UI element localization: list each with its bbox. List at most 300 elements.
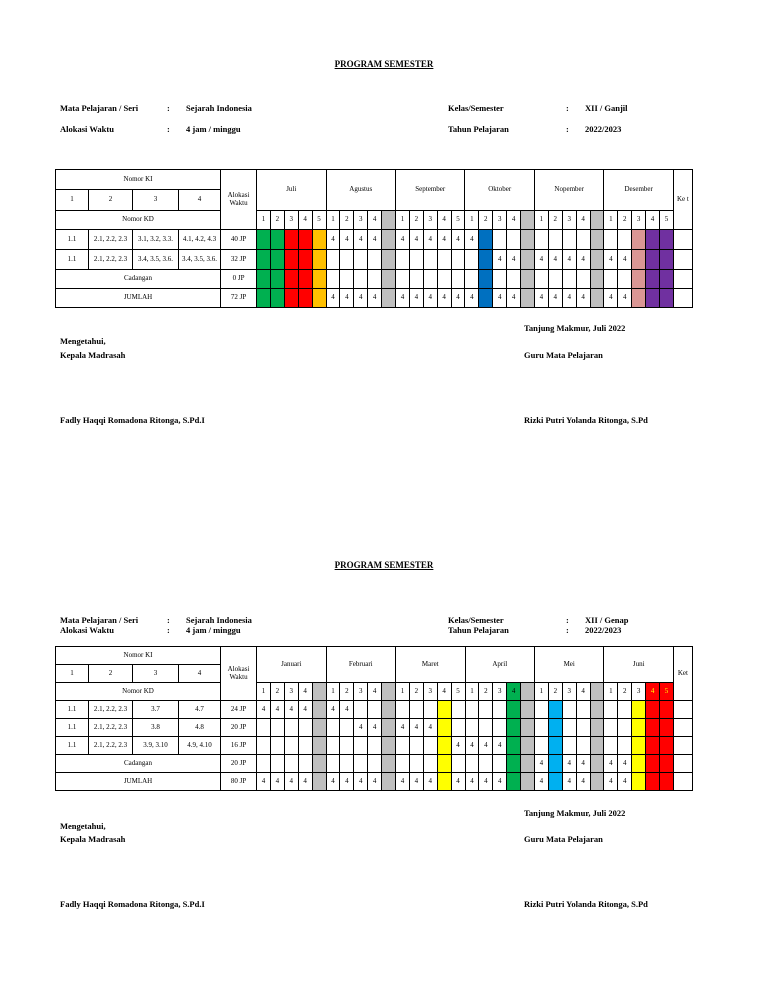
schedule-cell (534, 719, 548, 737)
schedule-cell: 4 (396, 773, 410, 791)
alokasi-label: Alokasi Waktu (60, 625, 114, 635)
week-header: 2 (340, 683, 354, 701)
schedule-cell (257, 270, 271, 289)
tahun-label: Tahun Pelajaran (448, 124, 509, 134)
schedule-cell (646, 230, 660, 250)
week-header: 2 (409, 211, 423, 230)
schedule-cell (298, 737, 312, 755)
month-header: Januari (257, 647, 327, 683)
month-header: Oktober (465, 170, 535, 211)
ket-cell (673, 701, 692, 719)
schedule-cell (451, 719, 465, 737)
jp-cell: 80 JP (221, 773, 257, 791)
schedule-cell (340, 270, 354, 289)
month-header: Maret (396, 647, 466, 683)
month-header: September (396, 170, 465, 211)
schedule-cell: 4 (354, 230, 368, 250)
schedule-cell (507, 270, 521, 289)
week-header: 4 (576, 211, 590, 230)
week-header (590, 211, 604, 230)
schedule-cell (270, 755, 284, 773)
schedule-cell (437, 701, 451, 719)
schedule-cell (521, 701, 535, 719)
week-header: 2 (618, 683, 632, 701)
kd-cell: 4.7 (179, 701, 221, 719)
schedule-cell (479, 250, 493, 270)
schedule-cell: 4 (396, 230, 410, 250)
week-header: 4 (646, 683, 660, 701)
schedule-cell (354, 270, 368, 289)
schedule-cell (326, 755, 340, 773)
week-header: 2 (270, 211, 284, 230)
kd-cell: 1.1 (56, 230, 89, 250)
schedule-cell (493, 701, 507, 719)
schedule-cell (660, 755, 674, 773)
schedule-cell: 4 (618, 755, 632, 773)
schedule-cell (437, 755, 451, 773)
schedule-cell (590, 719, 604, 737)
schedule-cell (437, 719, 451, 737)
schedule-cell: 4 (507, 250, 521, 270)
schedule-cell: 4 (423, 719, 437, 737)
week-header: 2 (340, 211, 354, 230)
week-header: 3 (284, 211, 298, 230)
kepala-name: Fadly Haqqi Romadona Ritonga, S.Pd.I (60, 899, 205, 909)
schedule-cell (437, 737, 451, 755)
table-row (56, 683, 693, 701)
schedule-cell (409, 701, 423, 719)
schedule-cell (604, 719, 618, 737)
schedule-cell (354, 737, 368, 755)
schedule-cell: 4 (257, 701, 271, 719)
schedule-cell (562, 737, 576, 755)
schedule-cell: 4 (354, 719, 368, 737)
schedule-cell (479, 289, 493, 308)
schedule-cell: 4 (604, 773, 618, 791)
schedule-cell: 4 (326, 289, 340, 308)
kepala-name: Fadly Haqqi Romadona Ritonga, S.Pd.I (60, 415, 205, 425)
alokasi-header: Alokasi Waktu (221, 647, 257, 701)
schedule-cell (590, 755, 604, 773)
kelas-label: Kelas/Semester (448, 615, 504, 625)
schedule-cell: 4 (340, 701, 354, 719)
schedule-cell (646, 755, 660, 773)
week-header: 2 (548, 211, 562, 230)
ket-header: Ke t (673, 170, 692, 230)
schedule-cell: 4 (409, 289, 423, 308)
schedule-cell (368, 755, 382, 773)
mengetahui-label: Mengetahui, (60, 821, 106, 831)
schedule-cell (465, 250, 479, 270)
schedule-cell (465, 701, 479, 719)
schedule-cell (646, 737, 660, 755)
semester-schedule-table (55, 169, 693, 308)
schedule-cell: 4 (576, 250, 590, 270)
colon: : (566, 625, 569, 635)
week-header: 4 (298, 683, 312, 701)
schedule-cell: 4 (451, 737, 465, 755)
week-header: 5 (660, 683, 674, 701)
mapel-label: Mata Pelajaran / Seri (60, 615, 139, 625)
schedule-cell (270, 289, 284, 308)
schedule-cell: 4 (576, 289, 590, 308)
week-header: 5 (659, 211, 673, 230)
schedule-cell (548, 773, 562, 791)
schedule-cell (409, 270, 423, 289)
schedule-cell: 4 (423, 289, 437, 308)
week-header: 3 (632, 683, 646, 701)
schedule-cell (298, 755, 312, 773)
schedule-cell (562, 270, 576, 289)
schedule-cell (382, 250, 396, 270)
month-header: April (465, 647, 534, 683)
schedule-cell (312, 737, 326, 755)
week-header (382, 683, 396, 701)
week-header: 1 (326, 211, 340, 230)
schedule-cell (576, 230, 590, 250)
schedule-cell (382, 701, 396, 719)
schedule-cell (590, 773, 604, 791)
schedule-cell (548, 230, 562, 250)
jp-cell: 0 JP (221, 270, 257, 289)
schedule-cell: 4 (604, 289, 618, 308)
schedule-cell (451, 250, 465, 270)
schedule-cell (618, 719, 632, 737)
schedule-cell (312, 230, 326, 250)
mapel-label: Mata Pelajaran / Seri (60, 103, 139, 113)
kd-cell: 1.1 (56, 719, 89, 737)
schedule-cell (576, 270, 590, 289)
schedule-cell: 4 (451, 773, 465, 791)
schedule-cell (521, 289, 535, 308)
schedule-cell: 4 (409, 230, 423, 250)
guru-label: Guru Mata Pelajaran (524, 834, 603, 844)
schedule-cell: 4 (465, 289, 479, 308)
schedule-cell: 4 (562, 250, 576, 270)
week-header: 4 (507, 683, 521, 701)
schedule-cell (632, 773, 646, 791)
schedule-cell (423, 250, 437, 270)
schedule-cell (312, 701, 326, 719)
schedule-cell (548, 755, 562, 773)
tahun-value: 2022/2023 (585, 625, 622, 635)
schedule-cell (632, 719, 646, 737)
schedule-cell (465, 270, 479, 289)
schedule-cell (507, 719, 521, 737)
schedule-cell: 4 (465, 737, 479, 755)
schedule-cell (646, 250, 660, 270)
schedule-cell (437, 250, 451, 270)
week-header: 2 (479, 683, 493, 701)
ki-col-header: 3 (133, 665, 179, 683)
schedule-cell (548, 719, 562, 737)
week-header: 1 (257, 211, 271, 230)
schedule-cell: 4 (340, 289, 354, 308)
kd-cell: 3.4, 3.5, 3.6. (179, 250, 221, 270)
schedule-cell (632, 230, 646, 250)
kd-cell: 3.1, 3.2, 3.3. (133, 230, 179, 250)
schedule-cell (354, 755, 368, 773)
schedule-cell: 4 (396, 289, 410, 308)
schedule-cell (354, 250, 368, 270)
schedule-cell (451, 755, 465, 773)
table-row (56, 230, 693, 250)
week-header: 2 (548, 683, 562, 701)
page-title: PROGRAM SEMESTER (334, 59, 434, 69)
schedule-cell: 4 (298, 773, 312, 791)
kd-cell: 3.8 (133, 719, 179, 737)
schedule-cell (479, 719, 493, 737)
schedule-cell (368, 250, 382, 270)
schedule-cell (340, 755, 354, 773)
schedule-cell (646, 270, 660, 289)
alokasi-label: Alokasi Waktu (60, 124, 114, 134)
ket-cell (673, 719, 692, 737)
schedule-cell (493, 719, 507, 737)
week-header: 5 (451, 211, 465, 230)
schedule-cell (521, 270, 535, 289)
schedule-cell (590, 701, 604, 719)
week-header: 1 (604, 211, 618, 230)
week-header (521, 211, 535, 230)
month-header: Nopember (534, 170, 603, 211)
schedule-cell: 4 (465, 773, 479, 791)
mapel-value: Sejarah Indonesia (186, 615, 252, 625)
schedule-cell: 4 (284, 773, 298, 791)
ki-col-header: 3 (133, 190, 179, 211)
schedule-cell (298, 230, 312, 250)
nomor-ki-header: Nomor KI (56, 170, 221, 190)
schedule-cell (604, 270, 618, 289)
schedule-cell (618, 230, 632, 250)
schedule-cell (298, 719, 312, 737)
schedule-cell (284, 270, 298, 289)
kd-cell: 4.8 (179, 719, 221, 737)
colon: : (167, 615, 170, 625)
schedule-cell (382, 755, 396, 773)
week-header: 3 (354, 211, 368, 230)
schedule-cell (270, 719, 284, 737)
schedule-cell: 4 (493, 289, 507, 308)
schedule-cell (382, 737, 396, 755)
schedule-cell: 4 (270, 773, 284, 791)
week-header: 1 (465, 211, 479, 230)
schedule-cell (284, 230, 298, 250)
schedule-cell (284, 737, 298, 755)
table-row (56, 719, 693, 737)
schedule-cell (326, 719, 340, 737)
schedule-cell (646, 773, 660, 791)
schedule-cell: 4 (493, 250, 507, 270)
week-header: 3 (632, 211, 646, 230)
schedule-cell (423, 755, 437, 773)
schedule-cell (437, 773, 451, 791)
guru-name: Rizki Putri Yolanda Ritonga, S.Pd (524, 415, 648, 425)
nomor-kd-header: Nomor KD (56, 683, 221, 701)
colon: : (566, 615, 569, 625)
schedule-cell (521, 737, 535, 755)
table-row (56, 737, 693, 755)
schedule-cell (590, 250, 604, 270)
schedule-cell: 4 (257, 773, 271, 791)
week-header: 4 (507, 211, 521, 230)
schedule-cell: 4 (493, 737, 507, 755)
schedule-cell (660, 719, 674, 737)
schedule-cell: 4 (368, 289, 382, 308)
schedule-cell (368, 270, 382, 289)
jumlah-label: JUMLAH (56, 773, 221, 791)
month-header: Desember (604, 170, 673, 211)
guru-label: Guru Mata Pelajaran (524, 350, 603, 360)
schedule-cell (632, 737, 646, 755)
schedule-cell: 4 (451, 289, 465, 308)
schedule-cell (618, 737, 632, 755)
schedule-cell (507, 773, 521, 791)
jp-cell: 24 JP (221, 701, 257, 719)
week-header: 4 (368, 683, 382, 701)
semester-schedule-table (55, 646, 693, 791)
ki-col-header: 1 (56, 665, 89, 683)
kd-cell: 1.1 (56, 701, 89, 719)
week-header (382, 211, 396, 230)
week-header: 1 (396, 683, 410, 701)
table-row (56, 701, 693, 719)
schedule-cell (270, 737, 284, 755)
schedule-cell (326, 250, 340, 270)
schedule-cell: 4 (534, 755, 548, 773)
week-header: 4 (298, 211, 312, 230)
kd-cell: 1.1 (56, 250, 89, 270)
kelas-label: Kelas/Semester (448, 103, 504, 113)
kd-cell: 2.1, 2.2, 2.3 (89, 737, 133, 755)
week-header (521, 683, 535, 701)
schedule-cell (479, 701, 493, 719)
month-header: Mei (534, 647, 603, 683)
week-header: 1 (604, 683, 618, 701)
table-row (56, 289, 693, 308)
cadangan-label: Cadangan (56, 755, 221, 773)
schedule-cell (409, 250, 423, 270)
schedule-cell: 4 (409, 719, 423, 737)
schedule-cell: 4 (562, 289, 576, 308)
schedule-cell (659, 270, 673, 289)
schedule-cell (576, 719, 590, 737)
schedule-cell: 4 (493, 773, 507, 791)
ket-cell (673, 773, 692, 791)
schedule-cell (284, 250, 298, 270)
schedule-cell: 4 (340, 773, 354, 791)
schedule-cell (604, 701, 618, 719)
schedule-cell: 4 (326, 773, 340, 791)
schedule-cell (382, 289, 396, 308)
jp-cell: 20 JP (221, 719, 257, 737)
ket-header: Ket (673, 647, 692, 701)
schedule-cell (590, 230, 604, 250)
week-header: 3 (284, 683, 298, 701)
schedule-cell (590, 289, 604, 308)
schedule-cell (521, 230, 535, 250)
schedule-cell: 4 (576, 755, 590, 773)
schedule-cell (368, 701, 382, 719)
schedule-cell (382, 773, 396, 791)
schedule-cell: 4 (576, 773, 590, 791)
ket-cell (673, 270, 692, 289)
schedule-cell (326, 270, 340, 289)
kepala-label: Kepala Madrasah (60, 350, 126, 360)
schedule-cell (507, 230, 521, 250)
schedule-cell (646, 289, 660, 308)
ket-cell (673, 755, 692, 773)
schedule-cell (632, 289, 646, 308)
week-header: 3 (423, 211, 437, 230)
schedule-cell (257, 289, 271, 308)
schedule-cell (479, 270, 493, 289)
schedule-cell (465, 719, 479, 737)
schedule-cell (326, 737, 340, 755)
week-header: 1 (396, 211, 410, 230)
schedule-cell (409, 755, 423, 773)
schedule-cell: 4 (423, 773, 437, 791)
jp-cell: 16 JP (221, 737, 257, 755)
schedule-cell: 4 (326, 230, 340, 250)
schedule-cell (423, 737, 437, 755)
week-header: 3 (423, 683, 437, 701)
schedule-cell (312, 719, 326, 737)
schedule-cell (659, 289, 673, 308)
schedule-cell (312, 773, 326, 791)
schedule-cell (298, 289, 312, 308)
ki-col-header: 4 (179, 190, 221, 211)
schedule-cell (604, 230, 618, 250)
week-header: 2 (479, 211, 493, 230)
kd-cell: 1.1 (56, 737, 89, 755)
schedule-cell: 4 (618, 773, 632, 791)
nomor-ki-header: Nomor KI (56, 647, 221, 665)
schedule-cell: 4 (479, 773, 493, 791)
table-row (56, 647, 693, 665)
week-header: 1 (465, 683, 479, 701)
week-header: 3 (493, 683, 507, 701)
schedule-cell: 4 (604, 755, 618, 773)
schedule-cell (576, 737, 590, 755)
ket-cell (673, 737, 692, 755)
schedule-cell (396, 701, 410, 719)
tahun-label: Tahun Pelajaran (448, 625, 509, 635)
schedule-cell: 4 (409, 773, 423, 791)
schedule-cell (493, 755, 507, 773)
schedule-cell: 4 (534, 250, 548, 270)
jp-cell: 72 JP (221, 289, 257, 308)
schedule-cell: 4 (507, 289, 521, 308)
schedule-cell (257, 230, 271, 250)
schedule-cell (312, 755, 326, 773)
schedule-cell (396, 737, 410, 755)
week-header: 4 (646, 211, 660, 230)
schedule-cell: 4 (423, 230, 437, 250)
schedule-cell (382, 230, 396, 250)
schedule-cell: 4 (534, 289, 548, 308)
schedule-cell (270, 230, 284, 250)
week-header: 2 (618, 211, 632, 230)
schedule-cell (270, 250, 284, 270)
colon: : (167, 625, 170, 635)
mapel-value: Sejarah Indonesia (186, 103, 252, 113)
schedule-cell (590, 270, 604, 289)
guru-name: Rizki Putri Yolanda Ritonga, S.Pd (524, 899, 648, 909)
schedule-cell (548, 737, 562, 755)
schedule-cell (604, 737, 618, 755)
week-header: 4 (368, 211, 382, 230)
